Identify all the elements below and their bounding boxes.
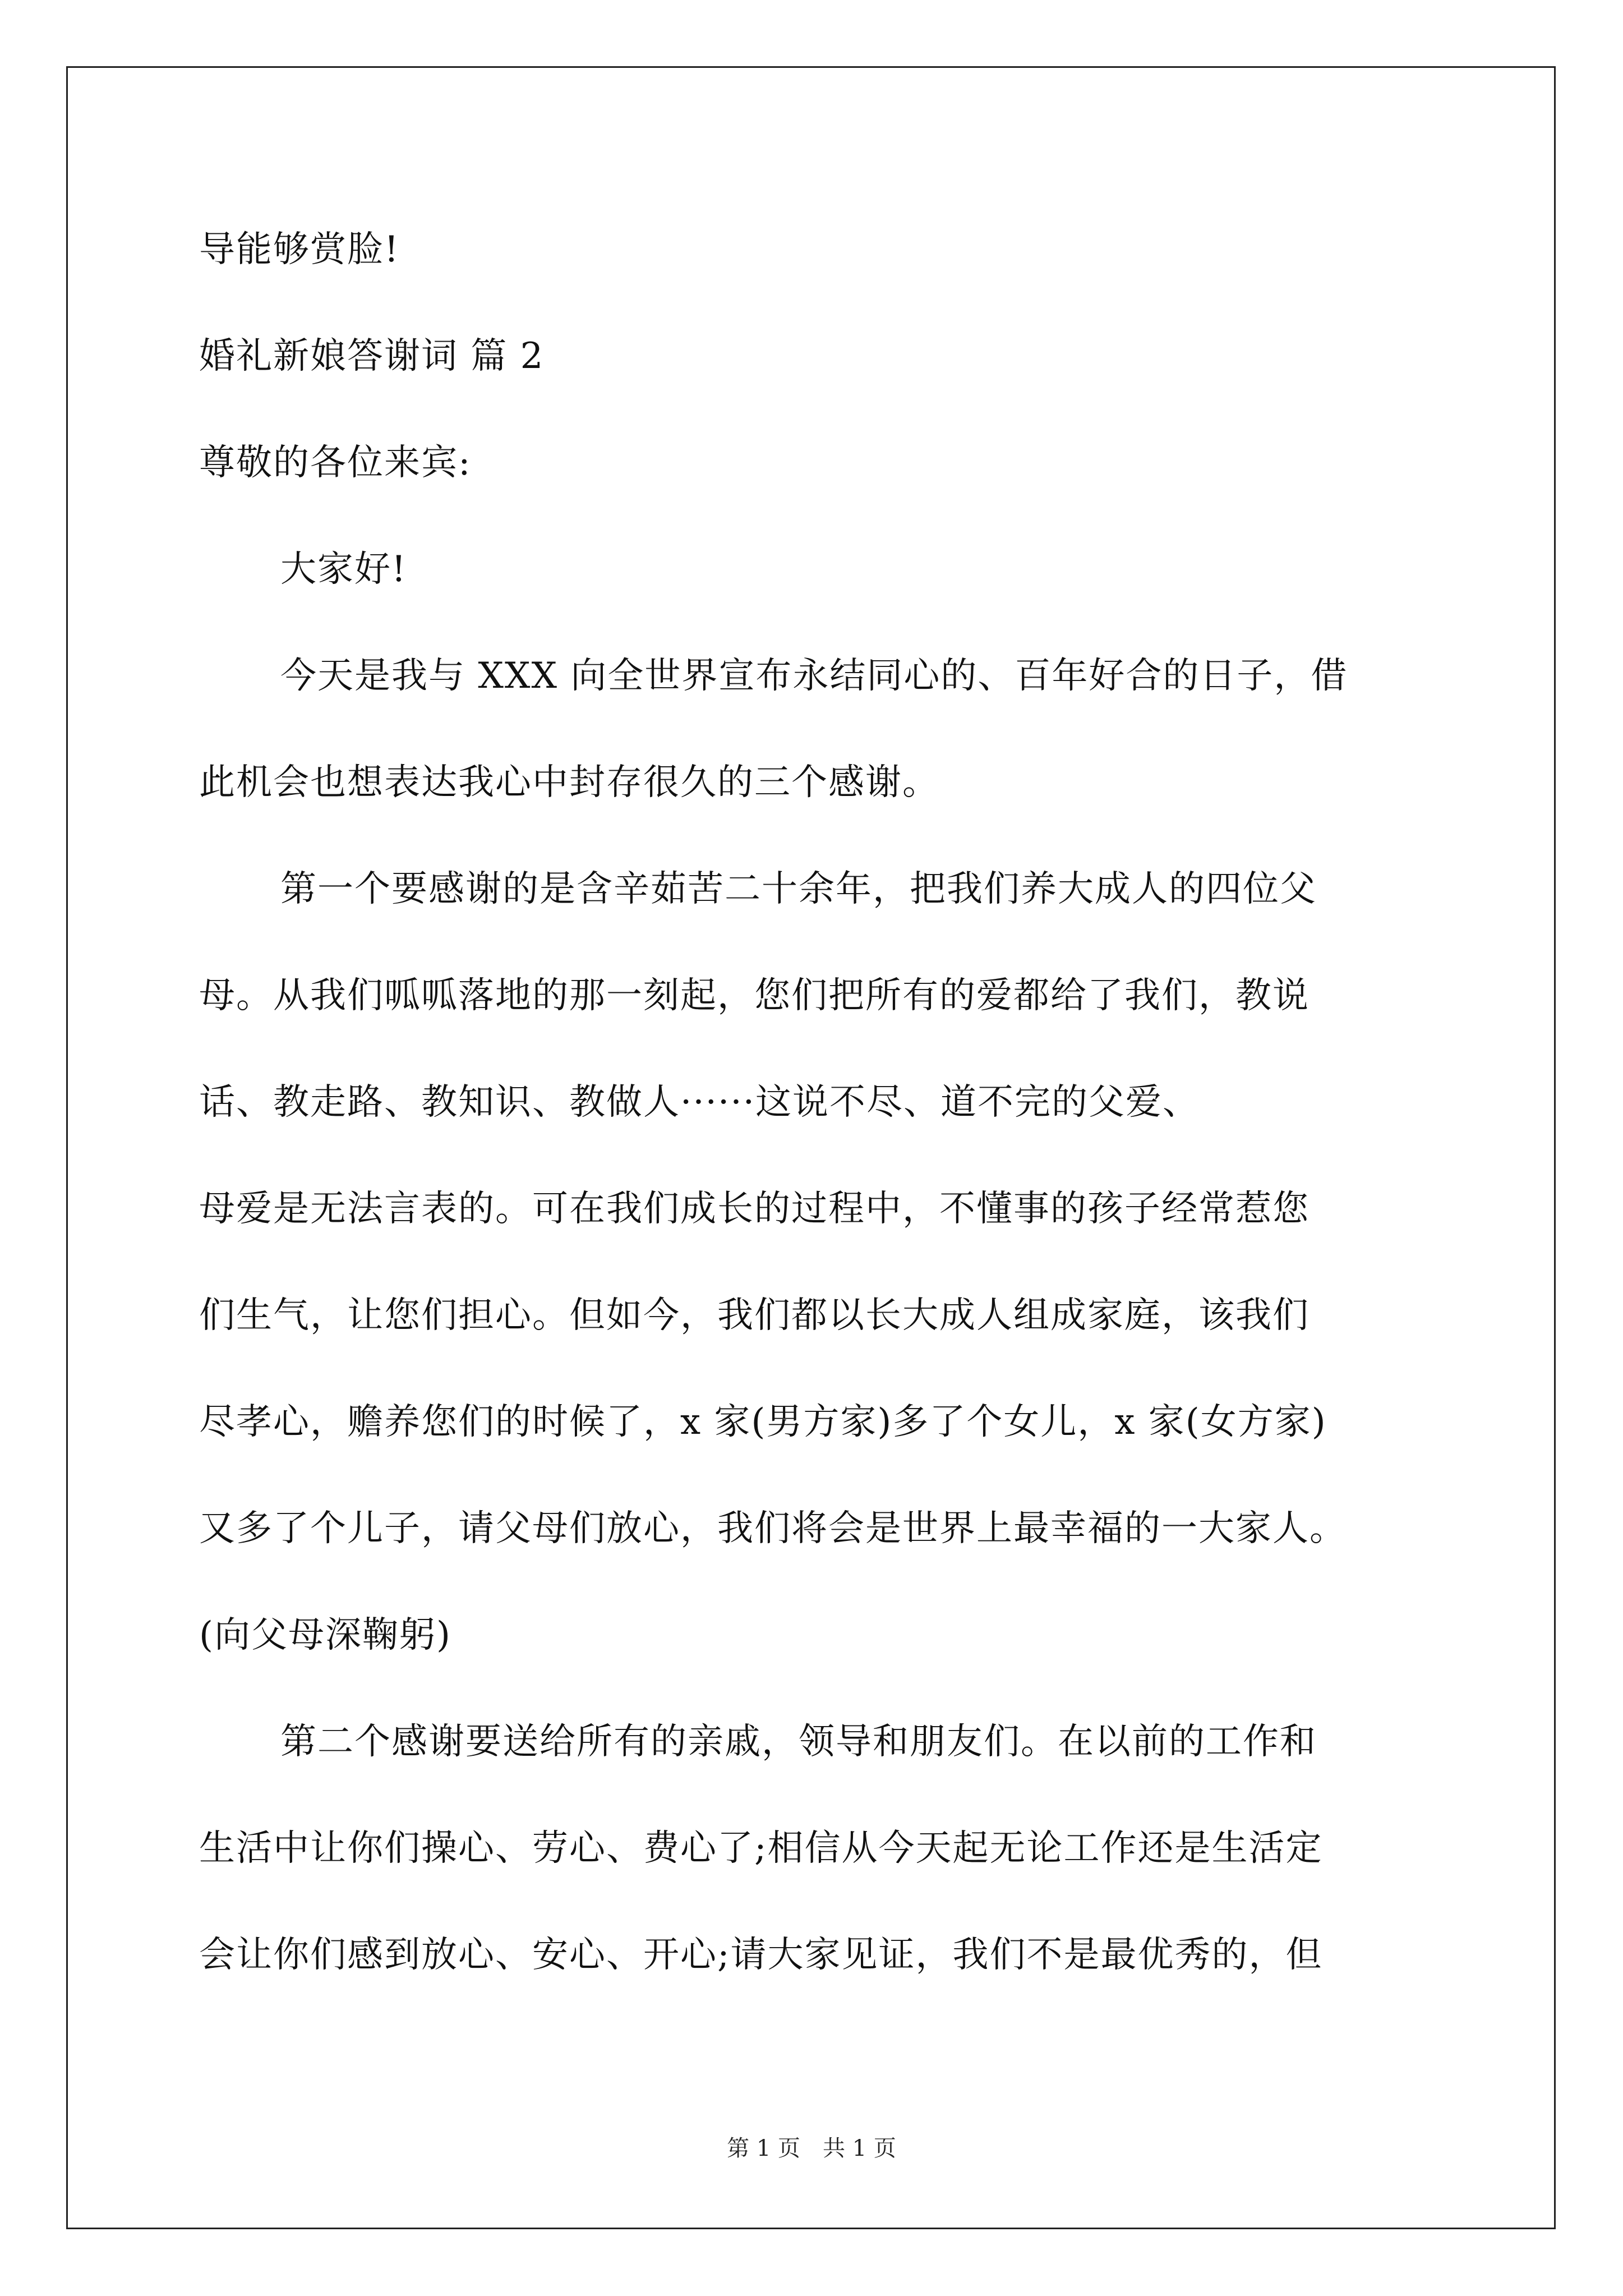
- greeting: 大家好!: [280, 549, 407, 590]
- paragraph-line: 今天是我与 XXX 向全世界宣布永结同心的、百年好合的日子，借: [280, 655, 1348, 697]
- paragraph-line: 尽孝心，赡养您们的时候了，x 家(男方家)多了个女儿，x 家(女方家): [199, 1401, 1327, 1443]
- paragraph-line: 会让你们感到放心、安心、开心;请大家见证，我们不是最优秀的，但: [199, 1934, 1323, 1976]
- section-heading: 婚礼新娘答谢词 篇 2: [199, 335, 545, 377]
- paragraph-line: 又多了个儿子，请父母们放心，我们将会是世界上最幸福的一大家人。: [199, 1508, 1347, 1549]
- page-number-footer: 第 1 页 共 1 页: [727, 2136, 896, 2161]
- paragraph-line: 此机会也想表达我心中封存很久的三个感谢。: [199, 762, 939, 803]
- paragraph-line: (向父母深鞠躬): [199, 1614, 451, 1656]
- paragraph-line: 话、教走路、教知识、教做人······这说不尽、道不完的父爱、: [199, 1082, 1200, 1123]
- paragraph-line: 生活中让你们操心、劳心、费心了;相信从今天起无论工作还是生活定: [199, 1828, 1323, 1869]
- paragraph-line: 母。从我们呱呱落地的那一刻起，您们把所有的爱都给了我们，教说: [199, 975, 1310, 1016]
- salutation: 尊敬的各位来宾:: [199, 442, 472, 484]
- text-line: 导能够赏脸!: [199, 229, 400, 270]
- paragraph-line: 们生气，让您们担心。但如今，我们都以长大成人组成家庭，该我们: [199, 1295, 1310, 1336]
- paragraph-line: 第二个感谢要送给所有的亲戚，领导和朋友们。在以前的工作和: [280, 1721, 1317, 1763]
- page-border: [66, 66, 1556, 2229]
- paragraph-line: 母爱是无法言表的。可在我们成长的过程中，不懂事的孩子经常惹您: [199, 1188, 1310, 1230]
- paragraph-line: 第一个要感谢的是含辛茹苦二十余年，把我们养大成人的四位父: [280, 868, 1317, 910]
